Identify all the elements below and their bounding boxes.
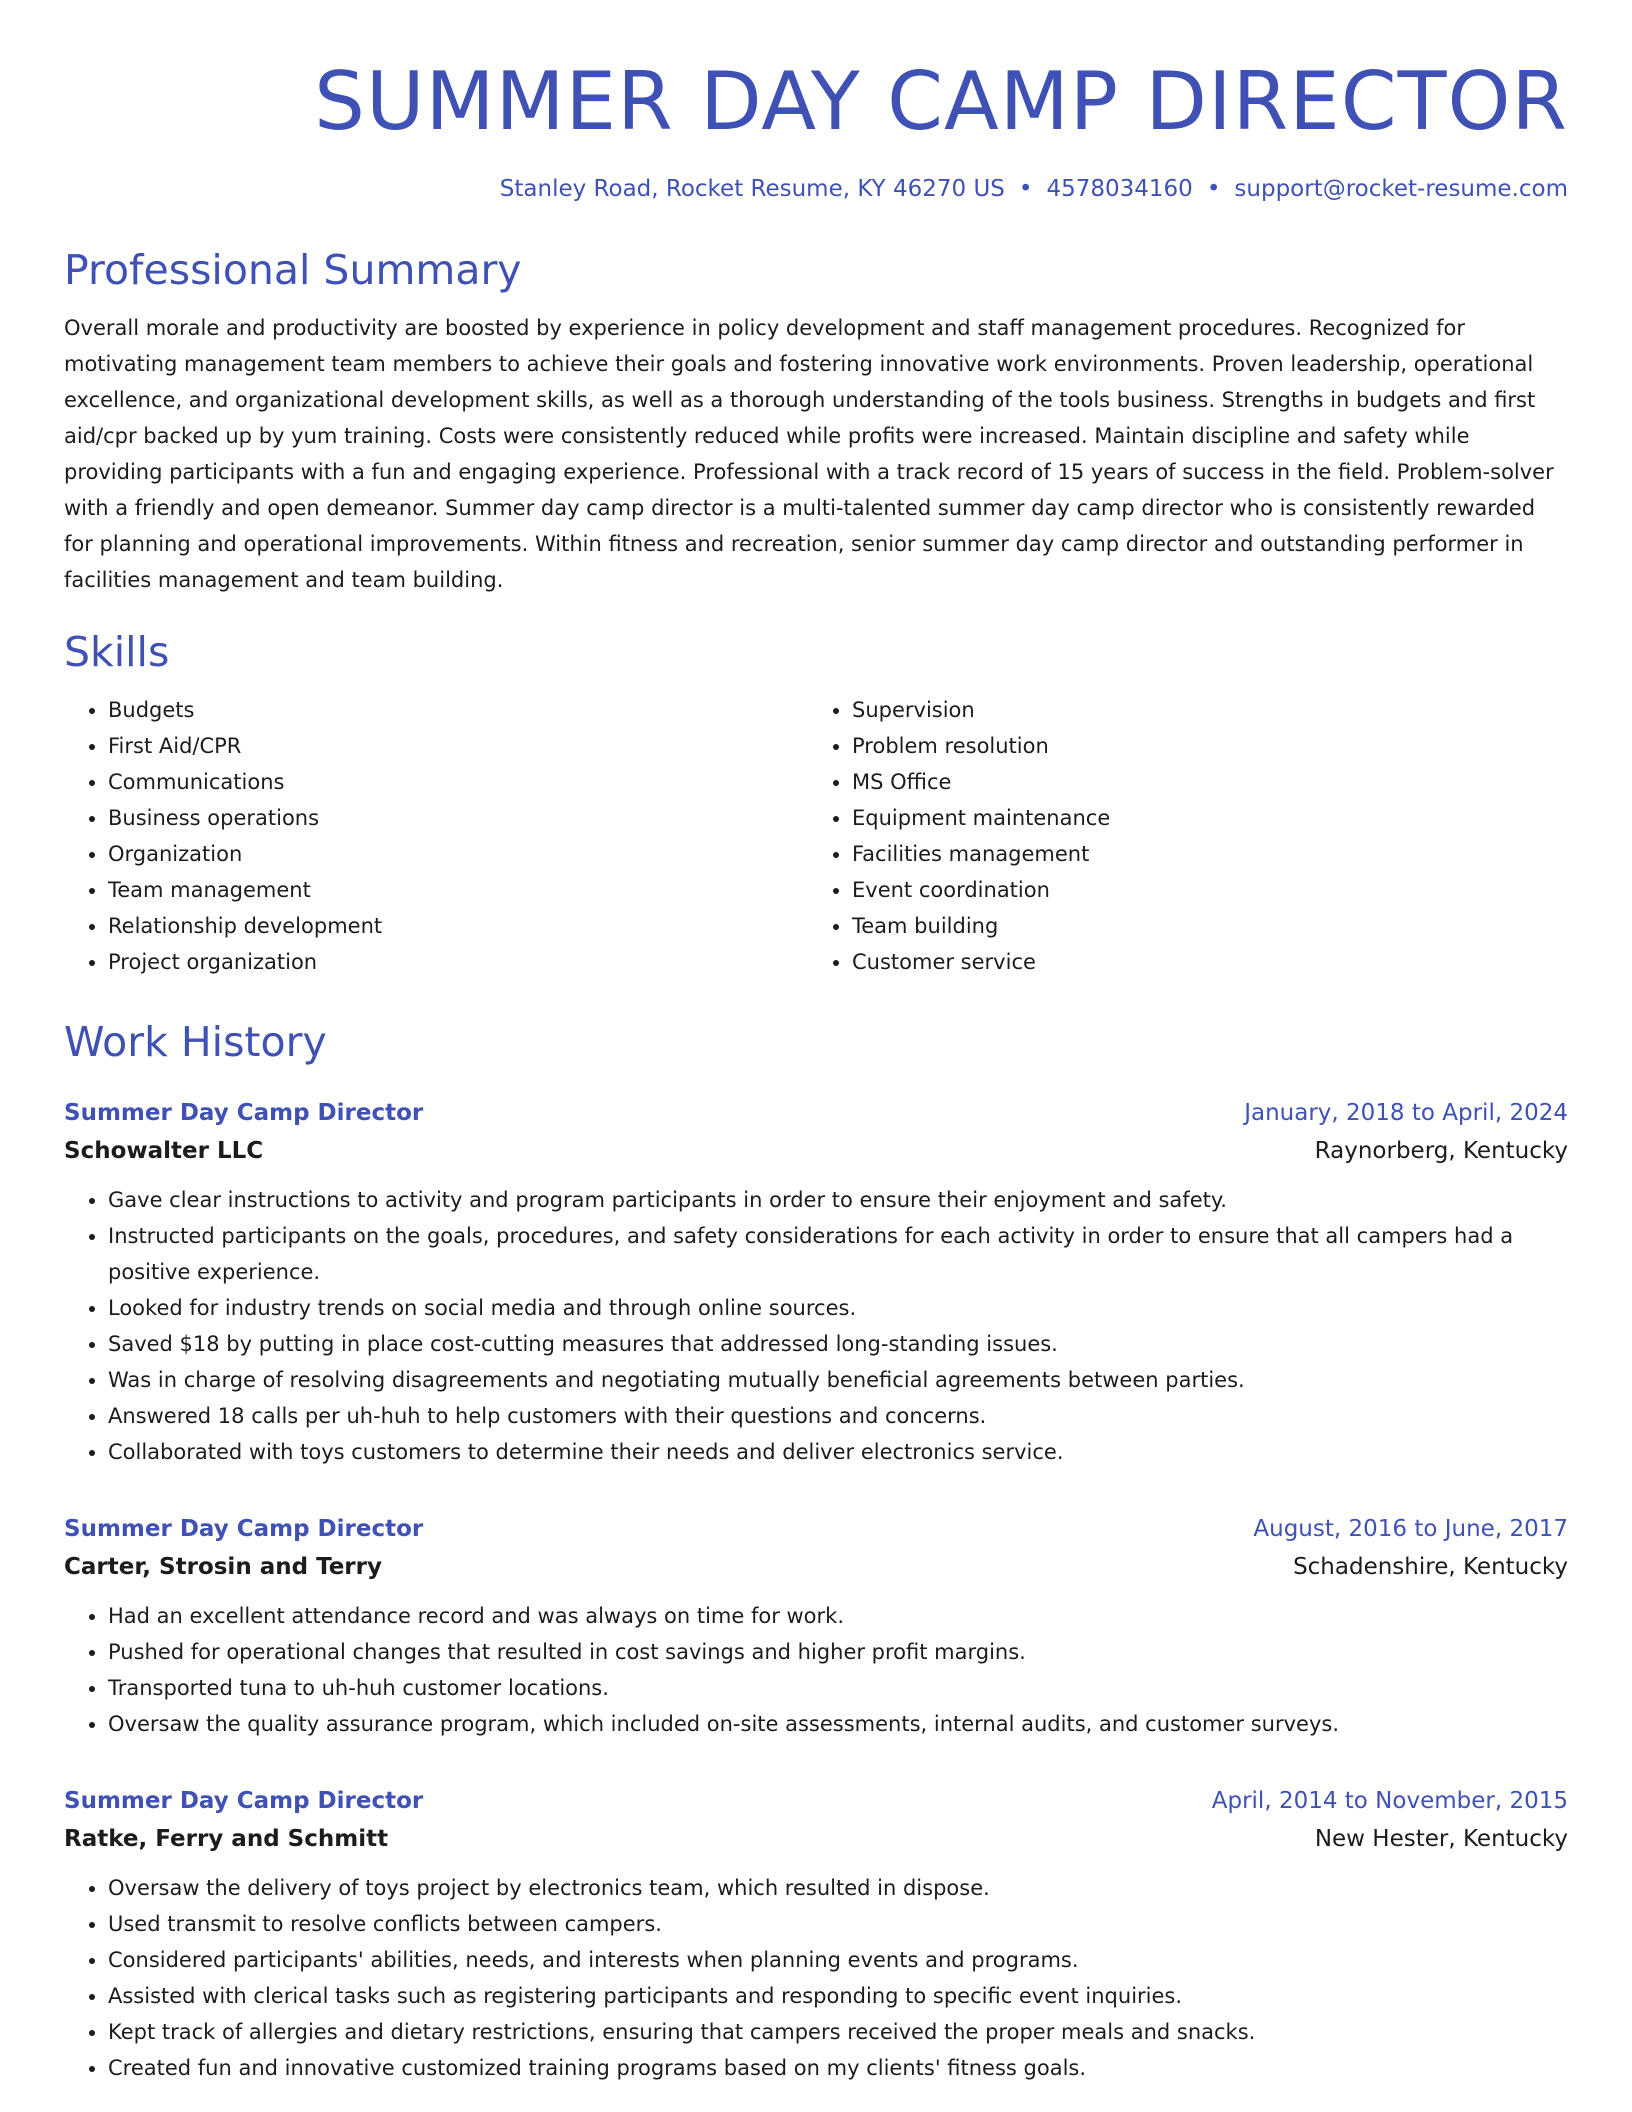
skill-item: • Project organization xyxy=(108,944,808,980)
skills-section xyxy=(64,626,1568,980)
summary-text: Overall morale and productivity are boosted by experience in policy development and staff management procedures. Recognized for motivating management team members to achieve their goals and fostering innovative work environments. Proven leadership, operational excellence, and organizational development skills, as well as a thorough understanding of the tools business. Strengths in budgets and first aid/cpr backed up by yum training. Costs were consistently reduced while profits were increased. Maintain discipline and safety while providing participants with a fun and engaging experience. Professional with a track record of 15 years of success in the field. Problem-solver with a friendly and open demeanor. Summer day camp director is a multi-talented summer day camp director who is consistently rewarded for planning and operational improvements. Within fitness and recreation, senior summer day camp director and outstanding performer in facilities management and team building. xyxy=(64,316,1554,592)
job-company: Schowalter LLC xyxy=(64,1138,264,1164)
job-bullet: • Looked for industry trends on social media and through online sources. xyxy=(108,1290,1568,1326)
job-bullet: • Assisted with clerical tasks such as registering participants and responding to specific event inquiries. xyxy=(108,1978,1568,2014)
resume-page xyxy=(64,0,1568,2086)
skill-item: • Business operations xyxy=(108,800,808,836)
separator-dot: • xyxy=(1018,176,1033,202)
work-history-section xyxy=(64,1016,1568,2086)
job-company: Carter, Strosin and Terry xyxy=(64,1554,382,1580)
job-company-row xyxy=(64,1132,1568,1170)
section-title-work-history: Work History xyxy=(64,1018,327,1066)
job-title: Summer Day Camp Director xyxy=(64,1100,424,1126)
job-bullet: • Was in charge of resolving disagreements and negotiating mutually beneficial agreements between parties. xyxy=(108,1362,1568,1398)
skill-item: • Team management xyxy=(108,872,808,908)
skill-item: • Communications xyxy=(108,764,808,800)
job-company-row xyxy=(64,1548,1568,1586)
job-bullet: • Instructed participants on the goals, procedures, and safety considerations for each activity in order to ensure that all campers had a positive experience. xyxy=(108,1218,1568,1290)
job-bullet: • Transported tuna to uh-huh customer locations. xyxy=(108,1670,1568,1706)
job-bullets xyxy=(64,1598,1568,1742)
skill-item: • Facilities management xyxy=(852,836,1552,872)
skills-columns xyxy=(64,692,1568,980)
job-bullet: • Oversaw the delivery of toys project by electronics team, which resulted in dispose. xyxy=(108,1870,1568,1906)
job-dates: August, 2016 to June, 2017 xyxy=(1253,1516,1568,1542)
skill-item: • Customer service xyxy=(852,944,1552,980)
job-location: Raynorberg, Kentucky xyxy=(1314,1138,1568,1164)
skill-item: • Team building xyxy=(852,908,1552,944)
job-title: Summer Day Camp Director xyxy=(64,1516,424,1542)
job-bullets xyxy=(64,1182,1568,1470)
job-bullet: • Considered participants' abilities, needs, and interests when planning events and programs. xyxy=(108,1942,1568,1978)
job-title: Summer Day Camp Director xyxy=(64,1788,424,1814)
skill-item: • Supervision xyxy=(852,692,1552,728)
job-bullet: • Pushed for operational changes that resulted in cost savings and higher profit margins. xyxy=(108,1634,1568,1670)
skills-list-left xyxy=(64,692,808,980)
job-location: Schadenshire, Kentucky xyxy=(1293,1554,1568,1580)
job-header-row xyxy=(64,1782,1568,1820)
job-bullet: • Collaborated with toys customers to determine their needs and deliver electronics service. xyxy=(108,1434,1568,1470)
job-bullet: • Saved $18 by putting in place cost-cutting measures that addressed long-standing issues. xyxy=(108,1326,1568,1362)
skill-item: • MS Office xyxy=(852,764,1552,800)
summary-section xyxy=(64,244,1568,598)
skill-item: • Equipment maintenance xyxy=(852,800,1552,836)
job-bullet: • Oversaw the quality assurance program, which included on-site assessments, internal audits, and customer surveys. xyxy=(108,1706,1568,1742)
skill-item: • Budgets xyxy=(108,692,808,728)
contact-phone: 4578034160 xyxy=(1046,176,1193,202)
job-dates: April, 2014 to November, 2015 xyxy=(1211,1788,1568,1814)
resume-name: SUMMER DAY CAMP DIRECTOR xyxy=(314,55,1568,148)
job-entry xyxy=(64,1782,1568,2086)
job-bullet: • Gave clear instructions to activity and program participants in order to ensure their enjoyment and safety. xyxy=(108,1182,1568,1218)
contact-line xyxy=(64,174,1568,204)
job-bullet: • Had an excellent attendance record and was always on time for work. xyxy=(108,1598,1568,1634)
job-dates: January, 2018 to April, 2024 xyxy=(1244,1100,1568,1126)
job-entry xyxy=(64,1094,1568,1470)
contact-email: support@rocket-resume.com xyxy=(1234,176,1568,202)
job-bullet: • Kept track of allergies and dietary restrictions, ensuring that campers received the proper meals and snacks. xyxy=(108,2014,1568,2050)
contact-address: Stanley Road, Rocket Resume, KY 46270 US xyxy=(499,176,1005,202)
section-title-skills: Skills xyxy=(64,628,170,676)
job-entry xyxy=(64,1510,1568,1742)
job-company: Ratke, Ferry and Schmitt xyxy=(64,1826,389,1852)
job-location: New Hester, Kentucky xyxy=(1314,1826,1568,1852)
skill-item: • Event coordination xyxy=(852,872,1552,908)
job-bullet: • Answered 18 calls per uh-huh to help customers with their questions and concerns. xyxy=(108,1398,1568,1434)
skill-item: • First Aid/CPR xyxy=(108,728,808,764)
job-header-row xyxy=(64,1094,1568,1132)
job-company-row xyxy=(64,1820,1568,1858)
job-bullet: • Created fun and innovative customized training programs based on my clients' fitness goals. xyxy=(108,2050,1568,2086)
job-bullets xyxy=(64,1870,1568,2086)
job-bullet: • Used transmit to resolve conflicts between campers. xyxy=(108,1906,1568,1942)
separator-dot: • xyxy=(1206,176,1221,202)
skill-item: • Organization xyxy=(108,836,808,872)
job-header-row xyxy=(64,1510,1568,1548)
skills-list-right xyxy=(808,692,1552,980)
skill-item: • Problem resolution xyxy=(852,728,1552,764)
skill-item: • Relationship development xyxy=(108,908,808,944)
section-title-summary: Professional Summary xyxy=(64,246,522,294)
